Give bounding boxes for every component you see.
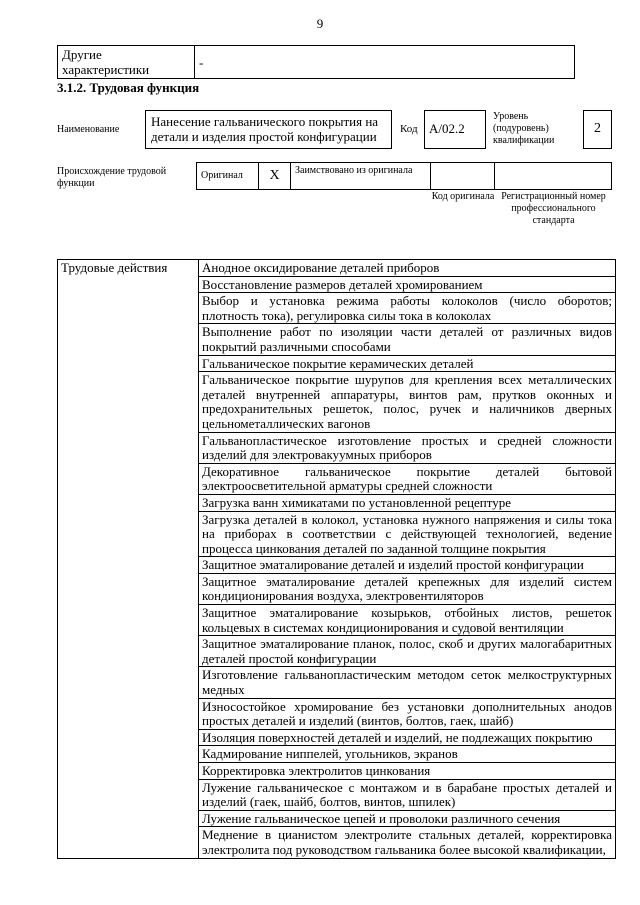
reg-number-cell (495, 163, 612, 190)
labor-action-item: Гальванопластическое изготовление простых и средней сложности изделий для электровакуумных приборов (199, 432, 616, 463)
labor-action-item: Выполнение работ по изоляции части деталей от различных видов покрытий различными способами (199, 324, 616, 355)
labor-action-item: Изготовление гальванопластическим методом сеток мелкоструктурных медных (199, 667, 616, 698)
reg-number-label: Регистрационный номер профессионального стандарта (501, 191, 606, 226)
page-number: 9 (316, 16, 324, 31)
origin-table (196, 162, 612, 190)
other-characteristics-table (57, 45, 575, 79)
table-row (58, 46, 575, 79)
labor-action-item: Лужение гальваническое с монтажом и в барабане простых деталей и изделий (гаек, шайб, болтов, винтов, шпилек) (199, 779, 616, 810)
original-label: Оригинал (197, 163, 259, 190)
labor-action-item: Защитное эматалирование деталей и изделий простой конфигурации (199, 557, 616, 574)
labor-action-item: Выбор и установка режима работы колоколов (число оборотов; плотность тока), регулировка силы тока в колоколах (199, 293, 616, 324)
table-row (197, 163, 612, 190)
labor-action-item: Анодное оксидирование деталей приборов (199, 260, 616, 277)
labor-action-item: Износостойкое хромирование без установки дополнительных анодов простых деталей и изделий (винтов, болтов, гаек, шайб) (199, 698, 616, 729)
labor-actions-table (57, 259, 616, 859)
original-mark: X (259, 163, 291, 190)
level-label: Уровень (подуровень) квалификации (493, 111, 555, 146)
section-title: 3.1.2. Трудовая функция (57, 80, 200, 95)
table-row (58, 260, 616, 277)
labor-action-item: Декоративное гальваническое покрытие деталей бытовой электроосветительной арматуры средней сложности (199, 463, 616, 494)
function-name-value: Нанесение гальванического покрытия на детали и изделия простой конфигурации (145, 110, 392, 149)
labor-actions-body (58, 260, 616, 859)
labor-action-item: Изоляция поверхностей деталей и изделий, не подлежащих покрытию (199, 729, 616, 746)
name-label: Наименование (57, 124, 120, 135)
labor-action-item: Кадмирование ниппелей, угольников, экранов (199, 746, 616, 763)
other-characteristics-value: - (195, 46, 575, 79)
borrowed-label: Заимствовано из оригинала (291, 163, 431, 190)
labor-action-item: Восстановление размеров деталей хромированием (199, 276, 616, 293)
labor-action-item: Загрузка ванн химикатами по установленной рецептуре (199, 494, 616, 511)
origin-label: Происхождение трудовой функции (57, 166, 167, 189)
labor-action-item: Загрузка деталей в колокол, установка нужного напряжения и силы тока на приборах в соответствии с действующей технологией, ведение процесса цинкования деталей по заданной толщине покрытия (199, 511, 616, 557)
labor-action-item: Гальваническое покрытие шурупов для крепления всех металлических деталей внутренней аппаратуры, винтов рам, прутков оконных и предохранительных решеток, полос, ручек и наличников дверных цельнометаллических вагонов (199, 372, 616, 432)
qualification-level-value: 2 (583, 110, 612, 149)
original-code-cell (431, 163, 495, 190)
labor-action-item: Защитное эматалирование козырьков, отбойных листов, решеток кольцевых в системах кондиционирования и судовой вентиляции (199, 605, 616, 636)
code-label: Код (400, 123, 418, 135)
labor-action-item: Меднение в цианистом электролите стальных деталей, корректировка электролита под руководством гальваника более высокой квалификации, (199, 827, 616, 858)
other-characteristics-label: Другие характеристики (58, 46, 195, 79)
original-code-label: Код оригинала (431, 191, 495, 202)
labor-action-item: Защитное эматалирование планок, полос, скоб и других малогабаритных деталей простой конфигурации (199, 636, 616, 667)
labor-actions-label: Трудовые действия (58, 260, 199, 859)
labor-action-item: Гальваническое покрытие керамических деталей (199, 355, 616, 372)
labor-action-item: Лужение гальваническое цепей и проволоки различного сечения (199, 810, 616, 827)
function-code-value: A/02.2 (424, 110, 486, 149)
labor-action-item: Корректировка электролитов цинкования (199, 763, 616, 780)
labor-action-item: Защитное эматалирование деталей крепежных для изделий систем кондиционирования воздуха, электровентиляторов (199, 573, 616, 604)
